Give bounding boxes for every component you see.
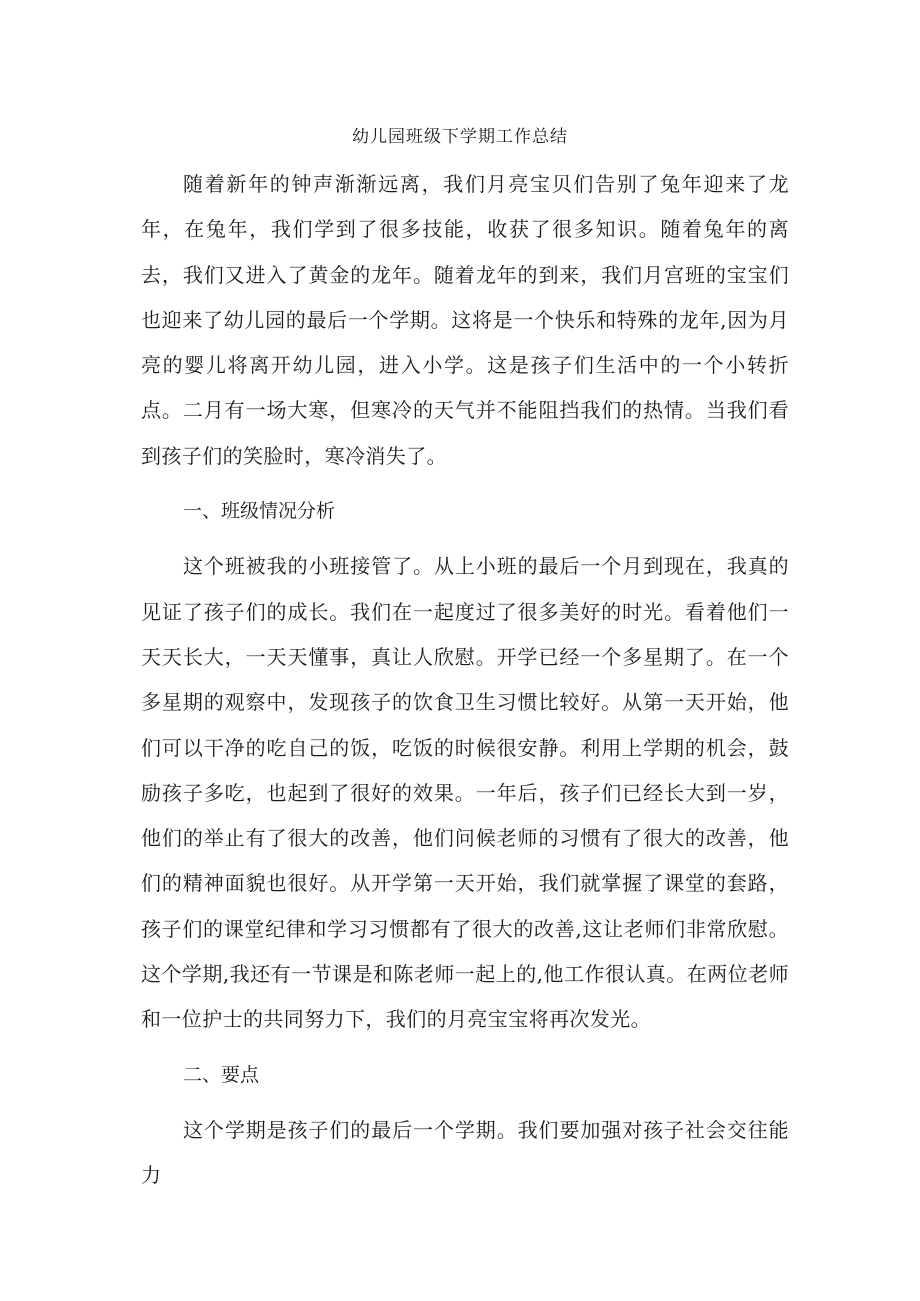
paragraph-gap (141, 1043, 789, 1053)
class-analysis-paragraph: 这个班被我的小班接管了。从上小班的最后一个月到现在，我真的见证了孩子们的成长。我们在一起度过了很多美好的时光。看着他们一天天长大，一天天懂事，真让人欣慰。开学已经一个多星期了。在一个多星期的观察中，发现孩子的饮食卫生习惯比较好。从第一天开始，他们可以干净的吃自己的饭，吃饭的时候很安静。利用上学期的机会，鼓励孩子多吃，也起到了很好的效果。一年后，孩子们已经长大到一岁，他们的举止有了很大的改善，他们问候老师的习惯有了很大的改善，他们的精神面貌也很好。从开学第一天开始，我们就掌握了课堂的套路，孩子们的课堂纪律和学习习惯都有了很大的改善,这让老师们非常欣慰。这个学期,我还有一节课是和陈老师一起上的,他工作很认真。在两位老师和一位护士的共同努力下，我们的月亮宝宝将再次发光。 (141, 554, 789, 1032)
document-title: 幼儿园班级下学期工作总结 (352, 127, 568, 147)
section-heading-class-analysis: 一、班级情况分析 (183, 500, 336, 523)
document-body (141, 162, 789, 1199)
key-points-paragraph: 这个学期是孩子们的最后一个学期。我们要加强对孩子社会交往能力 (141, 1117, 789, 1188)
intro-paragraph: 随着新年的钟声渐渐远离，我们月亮宝贝们告别了兔年迎来了龙年，在兔年，我们学到了很多技能，收获了很多知识。随着兔年的离去，我们又进入了黄金的龙年。随着龙年的到来，我们月宫班的宝宝们也迎来了幼儿园的最后一个学期。这将是一个快乐和特殊的龙年,因为月亮的婴儿将离开幼儿园，进入小学。这是孩子们生活中的一个小转折点。二月有一场大寒，但寒冷的天气并不能阻挡我们的热情。当我们看到孩子们的笑脸时，寒冷消失了。 (141, 172, 789, 468)
paragraph-gap (141, 1098, 789, 1108)
paragraph-gap (141, 534, 789, 544)
paragraph-gap (141, 479, 789, 489)
section-heading-key-points: 二、要点 (183, 1063, 260, 1086)
